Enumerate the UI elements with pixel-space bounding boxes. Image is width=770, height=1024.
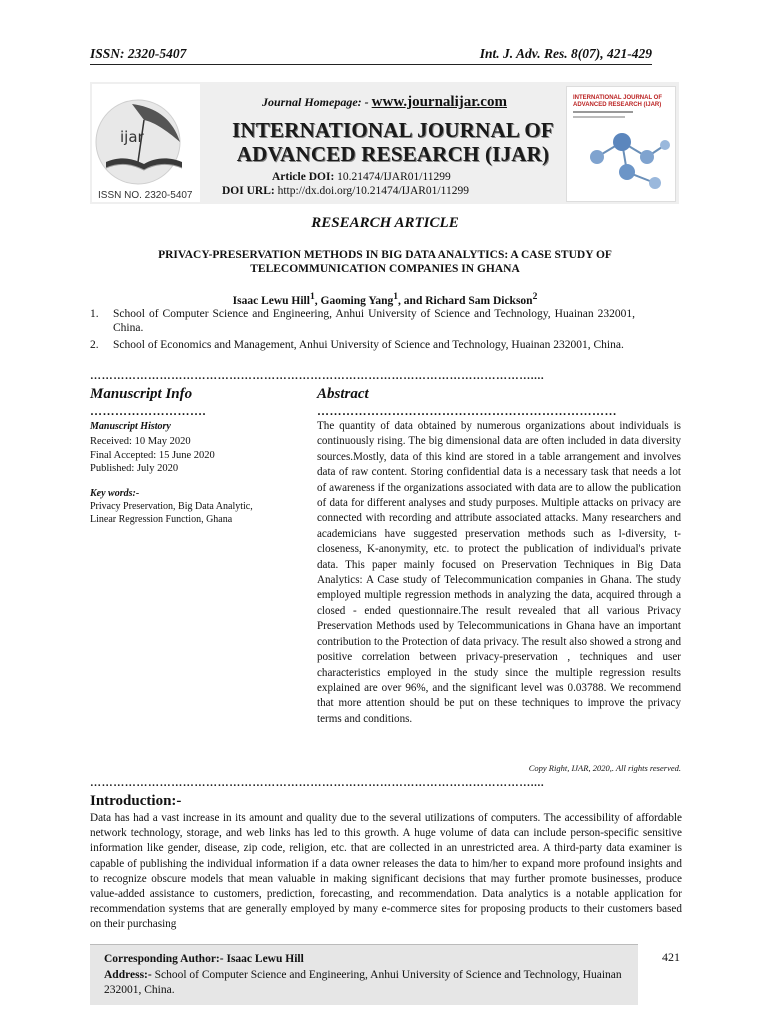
corresponding-author-label: Corresponding Author:- (104, 953, 224, 965)
paper-title-line2: TELECOMMUNICATION COMPANIES IN GHANA (250, 263, 520, 275)
introduction-text: Data has had a vast increase in its amount and quality due to the several utilizations of computers. The accessibility of affordable network technology, storage, and web links has led to this growth. A huge volume of data can include person-specific sensitive information like gender, disease, zip code, religion, etc. that are collected in an unrestricted area. A third-party data examiner is capable of publishing the individual information if a data owner releases the data to him/her to expand more profound insights and to recognize obscure models that mean valuable in making significant decisions that may further promote businesses, produce value-added assistance to customers, prediction, forecasting, and recommendation. Data analytics is a notable application for recommendation systems that are generally employed by many e-commerce sites for proposing products to their customers based on their purchasing (90, 812, 682, 931)
separator-top: …………………………………………………………………………………………………….... (90, 370, 545, 382)
corresponding-address (104, 968, 634, 998)
logo-text: ijar (120, 128, 144, 146)
address-text: School of Computer Science and Engineering, Anhui University of Science and Technology, Huainan 232001, China. (104, 969, 622, 996)
author-1-affil: 1 (309, 291, 315, 302)
manuscript-history-heading: Manuscript History (90, 421, 171, 432)
affiliation-number: 1. (90, 308, 99, 320)
article-doi (272, 171, 451, 183)
manuscript-info-dots: ………………………. (90, 404, 206, 418)
paper-title-line1: PRIVACY-PRESERVATION METHODS IN BIG DATA ANALYTICS: A CASE STUDY OF (158, 249, 612, 261)
introduction-heading: Introduction:- (90, 793, 182, 809)
abstract-heading: Abstract (317, 386, 369, 402)
keywords: Privacy Preservation, Big Data Analytic, Linear Regression Function, Ghana (90, 501, 253, 525)
author-3: and Richard Sam Dickson (403, 294, 533, 307)
doi-url (222, 185, 469, 197)
paper-title (120, 248, 650, 276)
affiliation-number: 2. (90, 339, 99, 351)
author-3-affil: 2 (532, 291, 538, 302)
accepted-date: Final Accepted: 15 June 2020 (90, 449, 215, 461)
address-label: Address:- (104, 969, 152, 981)
abstract-dots: ……………………………………………………………… (317, 404, 617, 418)
homepage-label: Journal Homepage: - (262, 95, 369, 109)
article-doi-value: 10.21474/IJAR01/11299 (337, 171, 451, 183)
corresponding-author-name: Isaac Lewu Hill (226, 953, 304, 965)
author-list: Isaac Lewu Hill$^1$, Gaoming Yang$^1$, and Richard Sam Dickson$^2$ (232, 291, 538, 307)
book-quill-icon (92, 84, 200, 202)
article-doi-label: Article DOI: (272, 171, 335, 183)
separator-bottom: …………………………………………………………………………………………………….... (90, 777, 545, 789)
journal-title-line1: INTERNATIONAL JOURNAL OF (232, 118, 554, 142)
header-rule (90, 64, 652, 65)
issn-number: ISSN NO. 2320-5407 (98, 190, 193, 201)
manuscript-history (90, 435, 215, 476)
manuscript-info-heading: Manuscript Info (90, 386, 193, 402)
author-2-affil: 1 (393, 291, 399, 302)
affiliation-text: School of Economics and Management, Anhui University of Science and Technology, Huainan 232001, China. (113, 339, 624, 351)
corresponding-author (104, 953, 304, 965)
affiliation-2 (90, 338, 635, 352)
running-header-citation: Int. J. Adv. Res. 8(07), 421-429 (479, 46, 652, 61)
published-date: Published: July 2020 (90, 463, 179, 474)
molecule-icon (590, 133, 670, 189)
affiliation-text: School of Computer Science and Engineering, Anhui University of Science and Technology, Huainan 232001, China. (113, 308, 635, 334)
page-number: 421 (662, 950, 680, 964)
copyright-notice: Copy Right, IJAR, 2020,. All rights reserved. (528, 763, 681, 773)
keywords-heading: Key words:- (90, 488, 140, 499)
author-1: Isaac Lewu Hill (232, 294, 310, 307)
doi-url-label: DOI URL: (222, 185, 275, 197)
running-header-issn: ISSN: 2320-5407 (90, 46, 187, 61)
journal-title-line2: ADVANCED RESEARCH (IJAR) (236, 142, 550, 166)
article-type: RESEARCH ARTICLE (311, 215, 459, 231)
journal-logo (92, 84, 200, 202)
journal-title (218, 118, 568, 166)
author-2: Gaoming Yang (320, 294, 394, 307)
journal-cover-thumbnail (566, 86, 676, 202)
journal-homepage (262, 94, 507, 111)
received-date: Received: 10 May 2020 (90, 436, 191, 447)
abstract-text: The quantity of data obtained by numerous organizations about individuals is continuously rising. The big dimensional data are often included in data diversity sources.Mostly, data of this kind are stored in a table arrangement and involves data of raw content. Storing confidential data is a necessary task that needs a lot of awareness if the organizations associated with data are to allow the publication of data for different analyses and study purposes. Multiple attacks on privacy are connected with recording and attribute associated attacks. Many researchers and academicians have suggested preservation methods such as l-diversity, t-closeness, K-anonymity, etc. to protect the publication of individual's private data. This paper mainly focused on Preservation Techniques in Big Data Analytics: A Case study of Telecommunication companies in Ghana. The study employed multiple regression methods in analyzing the data, acquired through a closed - ended questionnaire.The result revealed that all various Privacy Preservation Methods used by Telecommunications in Ghana have an important contribution to the Protection of data privacy. The result also showed a strong and positive correlation between privacy-preservation , techniques and user characteristics employed in the study since the multiple regression results explained are over 96%, and the significant level was 0.03788. We recommend that more attention should be put on these techniques to improve the privacy terms and conditions. (317, 420, 681, 725)
homepage-link[interactable]: www.journalijar.com (371, 94, 507, 110)
doi-url-value[interactable]: http://dx.doi.org/10.21474/IJAR01/11299 (277, 185, 469, 197)
cover-title: INTERNATIONAL JOURNAL OF ADVANCED RESEARCH (IJAR) (573, 95, 663, 108)
affiliation-1 (90, 307, 635, 335)
